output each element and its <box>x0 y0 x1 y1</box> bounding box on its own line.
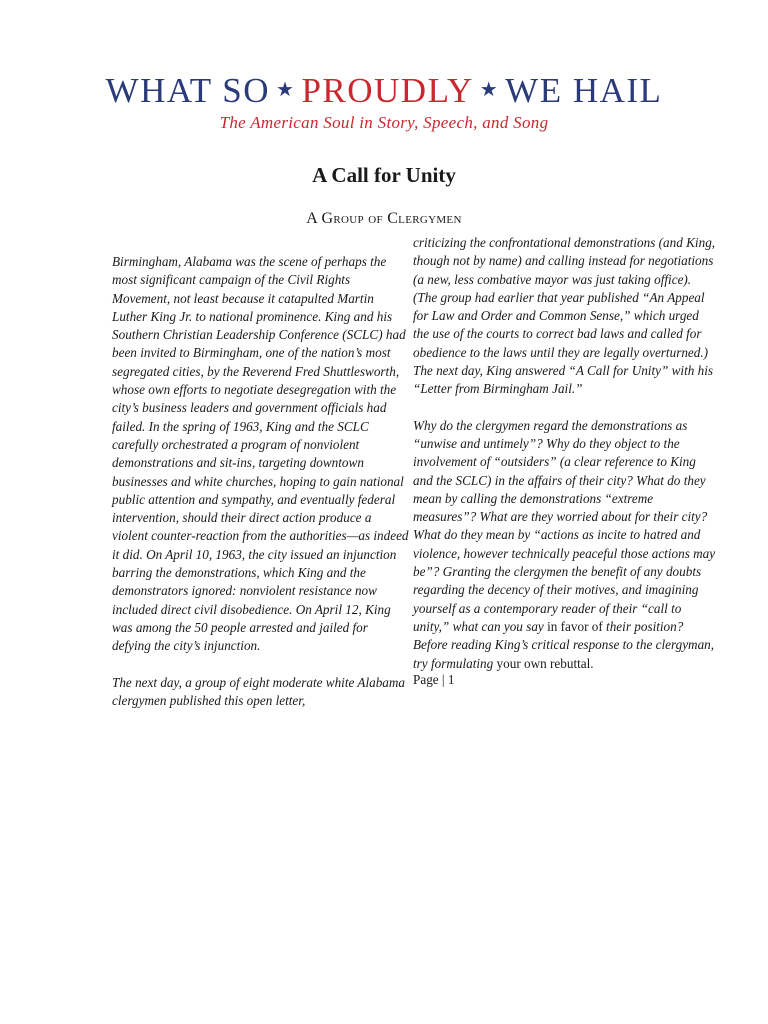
star-icon: ★ <box>276 79 296 101</box>
questions-rebuttal-text: your own rebuttal. <box>493 655 594 671</box>
star-icon: ★ <box>479 79 500 101</box>
document-title: A Call for Unity <box>312 163 456 187</box>
questions-text-continued: their position? Before reading King’s critical response to the clergyman, try formulating <box>413 618 715 671</box>
left-column <box>112 253 410 728</box>
masthead-word-we-hail: WE HAIL <box>505 71 663 110</box>
document-author: A Group of Clergymen <box>306 210 462 227</box>
study-questions <box>413 417 718 673</box>
questions-text: Why do the clergymen regard the demonstrations as “unwise and untimely”? Why do they object to the involvement of “outsiders” (a clear reference to King and the SCLC) in the affairs of their city? What do they mean by calling the demonstrations “extreme measures”? What are they worried about for their city? What do they mean by “actions as incite to hatred and violence, however technically peaceful those actions may be”? Granting the clergymen the benefit of any doubts regarding the decency of their motives, and imagining yourself as a contemporary reader of their “call to unity,” what can you say <box>413 417 716 634</box>
right-column <box>413 234 718 689</box>
intro-paragraph: The next day, a group of eight moderate white Alabama clergymen published this open letter, <box>112 674 406 708</box>
masthead-tagline: The American Soul in Story, Speech, and Song <box>219 113 549 132</box>
questions-upright-text: in favor of <box>543 618 607 634</box>
masthead-title <box>0 68 768 113</box>
intro-paragraph-continued: criticizing the confrontational demonstrations (and King, though not by name) and calling instead for negotiations (a new, less combative mayor was just taking office). (The group had earlier that year published “An Appeal for Law and Order and Common Sense,” which urged the use of the courts to correct bad laws and called for obedience to the laws until they are legally overturned.) The next day, King answered “A Call for Unity” with his “Letter from Birmingham Jail.” <box>413 235 716 397</box>
masthead-word-proudly: PROUDLY <box>301 71 474 110</box>
page-number: Page | 1 <box>413 671 455 687</box>
masthead <box>0 68 768 133</box>
masthead-word-what-so: WHAT SO <box>105 71 270 110</box>
intro-paragraph: Birmingham, Alabama was the scene of perhaps the most significant campaign of the Civil Rights Movement, not least because it catapulted Martin Luther King Jr. to national prominence. King and his Southern Christian Leadership Conference (SCLC) had been invited to Birmingham, one of the nation’s most segregated cities, by the Reverend Fred Shuttlesworth, whose own efforts to negotiate desegregation with the city’s business leaders and government officials had failed. In the spring of 1963, King and the SCLC carefully orchestrated a program of nonviolent demonstrations and sit-ins, targeting downtown businesses and white churches, hoping to gain national public attention and sympathy, and eventually federal intervention, should their direct action produce a violent counter-reaction from the authorities—as indeed it did. On April 10, 1963, the city issued an injunction barring the demonstrations, which King and the demonstrators ignored: nonviolent resistance now included direct civil disobedience. On April 12, King was among the 50 people arrested and jailed for defying the city’s injunction. <box>112 254 409 654</box>
